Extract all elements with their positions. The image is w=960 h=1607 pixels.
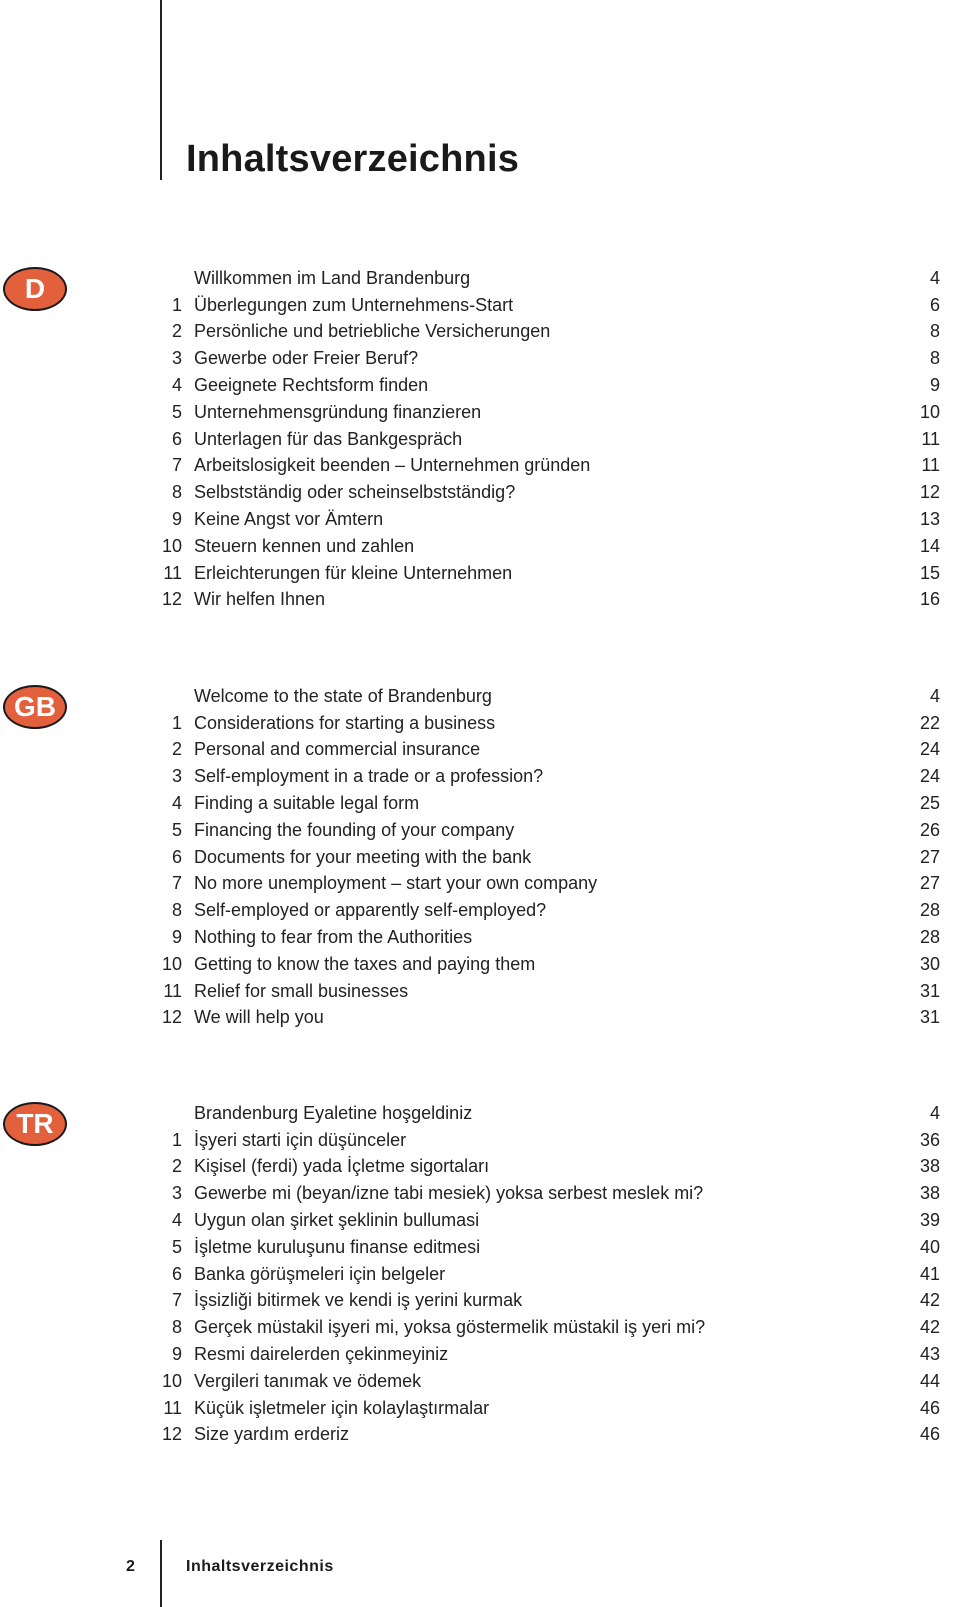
language-badge-label: D [24, 273, 46, 304]
toc-entry-number: 9 [171, 927, 182, 948]
toc-entry-title: Considerations for starting a business [194, 712, 496, 733]
toc-entry [150, 871, 940, 898]
toc-entry-page: 24 [919, 766, 940, 787]
toc-entry-title: Vergileri tanımak ve ödemek [194, 1370, 422, 1391]
toc-entry-number: 7 [171, 873, 182, 894]
toc-entry [150, 1127, 940, 1154]
toc-entry [150, 265, 940, 292]
toc-entry-title: Steuern kennen und zahlen [194, 535, 415, 556]
toc-entry [150, 372, 940, 399]
toc-entry [150, 1100, 940, 1127]
toc-entry-title: Unterlagen für das Bankgespräch [194, 428, 463, 449]
toc-entry-page: 43 [919, 1344, 940, 1365]
toc-entry [150, 1234, 940, 1261]
toc-entry-number: 12 [161, 589, 182, 610]
toc-entry [150, 560, 940, 587]
toc-entry-title: İşyeri starti için düşünceler [194, 1129, 407, 1150]
toc-entry [150, 817, 940, 844]
toc-entry-page: 14 [919, 535, 940, 556]
page-title: Inhaltsverzeichnis [186, 138, 520, 180]
toc-entry-page: 8 [929, 321, 940, 342]
toc-entry-number: 8 [171, 482, 182, 503]
toc-entry-page: 41 [919, 1263, 940, 1284]
toc-entry-title: Documents for your meeting with the bank [194, 846, 532, 867]
toc-entry [150, 1395, 940, 1422]
toc-entry [150, 1180, 940, 1207]
toc-entry [150, 533, 940, 560]
toc-entry-number: 11 [163, 562, 182, 583]
toc-entry [150, 1368, 940, 1395]
toc-entry-page: 38 [919, 1183, 940, 1204]
toc-entry-page: 25 [919, 793, 940, 814]
toc-entry-page: 27 [919, 846, 940, 867]
toc-entry-page: 39 [919, 1210, 940, 1231]
toc-entry-page: 40 [919, 1236, 940, 1257]
toc-entry-title: Arbeitslosigkeit beenden – Unternehmen gründen [194, 455, 591, 476]
language-badge-de [3, 267, 67, 311]
footer-page-number: 2 [126, 1558, 135, 1575]
toc-list-de [150, 265, 940, 613]
toc-entry-page: 31 [919, 980, 940, 1001]
toc-entry-number: 10 [161, 1370, 182, 1391]
toc-entry-title: İşletme kuruluşunu finanse editmesi [194, 1236, 481, 1257]
footer-vertical-rule [160, 1540, 162, 1607]
language-badge-label: GB [14, 691, 56, 722]
toc-entry-title: Gewerbe mi (beyan/izne tabi mesiek) yoksa serbest meslek mi? [194, 1183, 704, 1204]
toc-entry-title: Selbstständig oder scheinselbstständig? [194, 482, 516, 503]
toc-entry-title: Uygun olan şirket şeklinin bullumasi [194, 1210, 480, 1231]
toc-entry-number: 5 [171, 1236, 182, 1257]
toc-entry-number: 11 [163, 1397, 182, 1418]
toc-entry-page: 27 [919, 873, 940, 894]
toc-entry-page: 4 [929, 685, 940, 706]
toc-entry [150, 479, 940, 506]
toc-entry [150, 399, 940, 426]
toc-entry [150, 897, 940, 924]
toc-entry-page: 22 [919, 712, 940, 733]
toc-entry [150, 1207, 940, 1234]
toc-entry [150, 426, 940, 453]
toc-entry-number: 9 [171, 1344, 182, 1365]
toc-entry-title: Nothing to fear from the Authorities [194, 927, 473, 948]
toc-list-tr [150, 1100, 940, 1448]
toc-entry-number: 6 [171, 428, 182, 449]
toc-entry [150, 587, 940, 614]
toc-entry-title: Self-employed or apparently self-employed? [194, 900, 547, 921]
toc-entry-number: 4 [171, 1210, 182, 1231]
toc-entry [150, 292, 940, 319]
toc-entry-number: 7 [171, 1290, 182, 1311]
toc-entry-number: 2 [171, 321, 182, 342]
toc-entry [150, 737, 940, 764]
toc-entry-page: 12 [919, 482, 940, 503]
toc-list-gb [150, 683, 940, 1031]
toc-entry-title: Keine Angst vor Ämtern [194, 509, 384, 530]
language-badge-label: TR [16, 1108, 54, 1139]
toc-entry [150, 924, 940, 951]
toc-entry-number: 10 [161, 953, 182, 974]
toc-entry-number: 12 [161, 1007, 182, 1028]
toc-entry-title: Banka görüşmeleri için belgeler [194, 1263, 446, 1284]
toc-entry [150, 1005, 940, 1032]
toc-entry [150, 683, 940, 710]
toc-entry-title: Gerçek müstakil işyeri mi, yoksa göstermelik müstakil iş yeri mi? [194, 1317, 706, 1338]
toc-entry-number: 6 [171, 1263, 182, 1284]
toc-entry-page: 46 [919, 1424, 940, 1445]
toc-entry-title: İşsizliği bitirmek ve kendi iş yerini kurmak [194, 1290, 523, 1311]
toc-entry-number: 5 [171, 819, 182, 840]
toc-entry-number: 2 [171, 1156, 182, 1177]
toc-entry [150, 345, 940, 372]
toc-entry-page: 44 [919, 1370, 940, 1391]
toc-entry-page: 9 [929, 375, 940, 396]
toc-entry [150, 1154, 940, 1181]
footer-title: Inhaltsverzeichnis [186, 1558, 334, 1575]
toc-entry [150, 1261, 940, 1288]
toc-entry-page: 4 [929, 1102, 940, 1123]
toc-entry-title: Erleichterungen für kleine Unternehmen [194, 562, 513, 583]
toc-entry-page: 6 [929, 294, 940, 315]
toc-entry-number: 3 [171, 766, 182, 787]
toc-entry-title: Gewerbe oder Freier Beruf? [194, 348, 419, 369]
toc-entry-page: 31 [919, 1007, 940, 1028]
language-badge-gb [3, 685, 67, 729]
toc-entry-page: 10 [919, 401, 940, 422]
toc-entry-page: 28 [919, 900, 940, 921]
toc-entry [150, 710, 940, 737]
toc-entry-title: Finding a suitable legal form [194, 793, 420, 814]
toc-entry [150, 319, 940, 346]
toc-entry-title: Willkommen im Land Brandenburg [194, 267, 471, 288]
toc-entry [150, 790, 940, 817]
toc-entry [150, 763, 940, 790]
toc-entry-page: 11 [921, 428, 940, 449]
toc-entry [150, 978, 940, 1005]
toc-entry-page: 15 [919, 562, 940, 583]
toc-entry-number: 6 [171, 846, 182, 867]
toc-entry-title: Küçük işletmeler için kolaylaştırmalar [194, 1397, 490, 1418]
toc-entry-page: 42 [919, 1290, 940, 1311]
toc-entry-number: 2 [171, 739, 182, 760]
toc-entry-number: 11 [163, 980, 182, 1001]
toc-entry-title: Self-employment in a trade or a profession? [194, 766, 544, 787]
toc-entry-title: Überlegungen zum Unternehmens-Start [194, 294, 514, 315]
toc-entry-page: 24 [919, 739, 940, 760]
toc-entry-page: 46 [919, 1397, 940, 1418]
toc-entry-number: 7 [171, 455, 182, 476]
toc-entry-title: Persönliche und betriebliche Versicherungen [194, 321, 551, 342]
toc-entry-title: We will help you [194, 1007, 324, 1028]
toc-entry-number: 8 [171, 1317, 182, 1338]
toc-entry-title: Kişisel (ferdi) yada İçletme sigortaları [194, 1156, 490, 1177]
toc-entry-title: Brandenburg Eyaletine hoşgeldiniz [194, 1102, 473, 1123]
toc-entry [150, 951, 940, 978]
toc-entry-title: No more unemployment – start your own company [194, 873, 598, 894]
toc-entry [150, 506, 940, 533]
toc-entry-title: Size yardım erderiz [194, 1424, 350, 1445]
toc-entry-page: 36 [919, 1129, 940, 1150]
top-vertical-rule [160, 0, 162, 180]
toc-entry-page: 30 [919, 953, 940, 974]
toc-entry-page: 38 [919, 1156, 940, 1177]
toc-entry [150, 1288, 940, 1315]
toc-entry-number: 4 [171, 793, 182, 814]
toc-entry [150, 453, 940, 480]
toc-entry-title: Unternehmensgründung finanzieren [194, 401, 482, 422]
toc-entry-title: Financing the founding of your company [194, 819, 515, 840]
toc-entry-number: 1 [171, 1129, 182, 1150]
toc-entry-title: Getting to know the taxes and paying them [194, 953, 536, 974]
toc-entry [150, 1314, 940, 1341]
toc-entry-title: Personal and commercial insurance [194, 739, 481, 760]
toc-entry-page: 28 [919, 927, 940, 948]
toc-entry-title: Relief for small businesses [194, 980, 409, 1001]
toc-entry-title: Wir helfen Ihnen [194, 589, 326, 610]
toc-entry-number: 9 [171, 509, 182, 530]
language-badge-tr [3, 1102, 67, 1146]
toc-entry-title: Welcome to the state of Brandenburg [194, 685, 492, 706]
toc-entry-page: 42 [919, 1317, 940, 1338]
toc-entry-title: Resmi dairelerden çekinmeyiniz [194, 1344, 449, 1365]
toc-entry-page: 26 [919, 819, 940, 840]
toc-entry-page: 4 [929, 267, 940, 288]
toc-entry-page: 16 [919, 589, 940, 610]
toc-entry-number: 12 [161, 1424, 182, 1445]
toc-entry-title: Geeignete Rechtsform finden [194, 375, 429, 396]
toc-entry [150, 844, 940, 871]
toc-entry-number: 8 [171, 900, 182, 921]
toc-entry-number: 5 [171, 401, 182, 422]
toc-entry-number: 1 [171, 712, 182, 733]
toc-entry [150, 1341, 940, 1368]
toc-entry [150, 1422, 940, 1449]
toc-entry-number: 3 [171, 1183, 182, 1204]
toc-entry-number: 10 [161, 535, 182, 556]
toc-entry-number: 4 [171, 375, 182, 396]
toc-entry-number: 1 [171, 294, 182, 315]
toc-entry-page: 11 [921, 455, 940, 476]
toc-entry-number: 3 [171, 348, 182, 369]
toc-entry-page: 13 [919, 509, 940, 530]
toc-entry-page: 8 [929, 348, 940, 369]
